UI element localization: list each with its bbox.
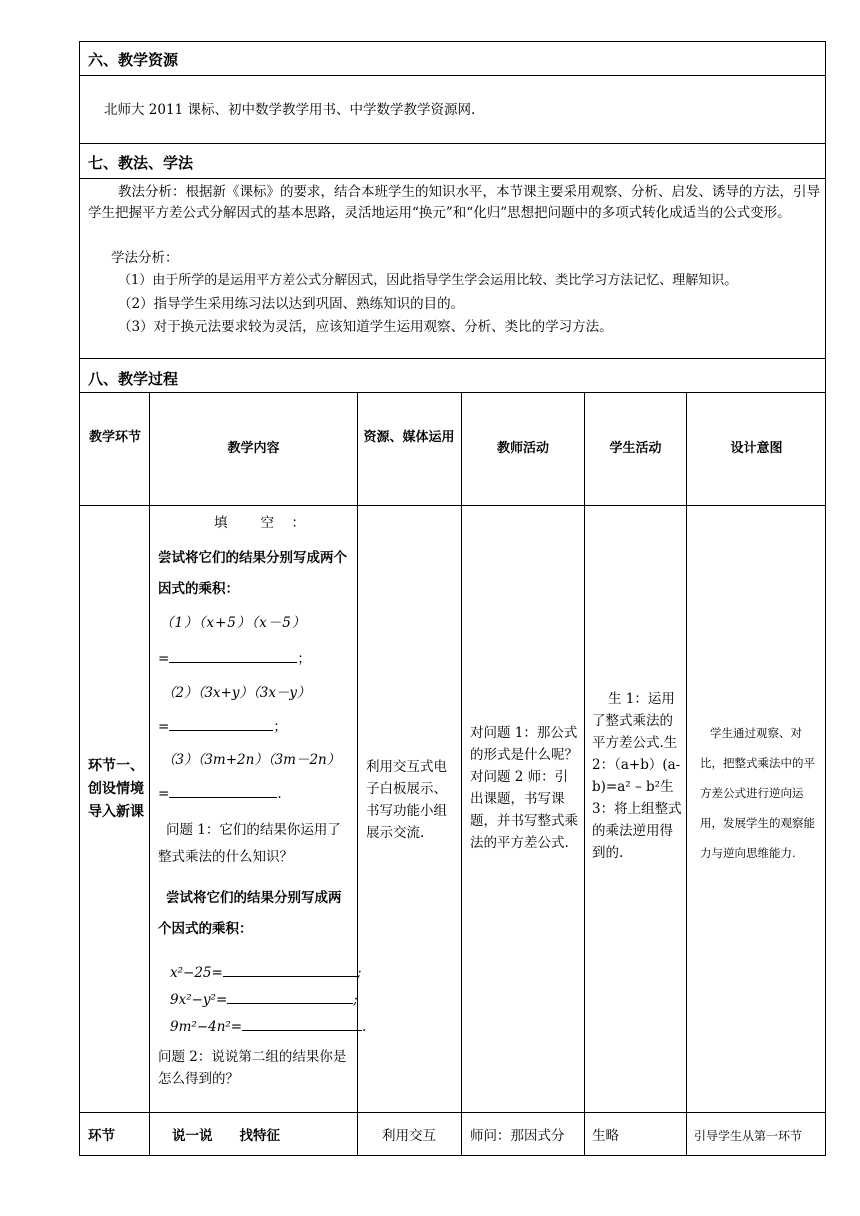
answer-line-1: = ； (158, 648, 311, 669)
instruction-text: 尝试将它们的结果分别写成两个因式的乘积： (158, 550, 347, 597)
header-intent: 设计意图 (730, 441, 783, 456)
teacher-cell: 对问题 1：那公式的形式是什么呢？对问题 2 师：引出课题，书写课题，并书写整式乘法的平方差公式. (470, 725, 578, 851)
learning-method-item: （1）由于所学的是运用平方差公式分解因式，因此指导学生学会运用比较、类比学习方法记忆、理解知识。 (118, 273, 738, 288)
column-divider (686, 392, 687, 1156)
content-cell: 说一说 找特征 (172, 1128, 280, 1144)
learning-method-item: （2）指导学生采用练习法以达到巩固、熟练知识的目的。 (118, 296, 465, 312)
divider (79, 505, 826, 506)
resources-text: 北师大 2011 课标、初中数学教学用书、中学数学教学资源网. (104, 102, 476, 118)
media-cell: 利用交互 (382, 1128, 436, 1144)
learning-method-item: （3）对于换元法要求较为灵活，应该知道学生运用观察、分析、类比的学习方法。 (118, 319, 613, 335)
stage-cell: 环节 (88, 1128, 115, 1144)
teaching-method-paragraph: 教法分析：根据新《课标》的要求，结合本班学生的知识水平，本节课主要采用观察、分析、启发、诱导的方法，引导学生把握平方差公式分解因式的基本思路，灵活地运用“换元”和“化归”思想把问题中的多项式转化成适当的公式变形。 (88, 184, 820, 221)
student-cell: 生 1：运用了整式乘法的平方差公式.生 2：（a+b）(a-b)=a² – b²生 3：将上组整式的乘法逆用得到的. (592, 691, 682, 861)
fill-blank-label: 填 空 ： (214, 515, 307, 531)
expression-1: （1）（x+5）（x－5） (160, 615, 307, 631)
divider (79, 178, 826, 179)
section-title-process: 八、教学过程 (88, 370, 179, 388)
stage-cell: 环节一、创设情境导入新课 (88, 758, 144, 820)
learning-method-label: 学法分析： (111, 250, 179, 266)
header-content: 教学内容 (227, 441, 280, 456)
teacher-cell: 师问：那因式分 (470, 1128, 565, 1144)
factor-line-2: 9x²−y²= ; (170, 989, 358, 1010)
instruction-text: 尝试将它们的结果分别写成两个因式的乘积： (158, 890, 342, 937)
header-student: 学生活动 (609, 441, 662, 456)
expression-3: （3）（3m+2n）（3m－2n） (162, 752, 341, 768)
column-divider (149, 392, 150, 1156)
divider (79, 358, 826, 359)
student-cell: 生略 (592, 1128, 619, 1144)
column-divider (461, 392, 462, 1156)
question-2: 问题 2：说说第二组的结果你是怎么得到的？ (158, 1049, 347, 1087)
divider (79, 392, 826, 393)
section-title-methods: 七、教法、学法 (88, 154, 194, 172)
header-stage: 教学环节 (88, 430, 141, 445)
section-title-resources: 六、教学资源 (88, 51, 179, 69)
intent-cell: 引导学生从第一环节 (694, 1129, 803, 1143)
answer-line-3: = . (158, 783, 282, 804)
divider (79, 75, 826, 76)
expression-2: （2）（3x+y）（3x－y） (162, 685, 311, 701)
answer-line-2: = ； (158, 716, 287, 737)
question-1: 问题 1：它们的结果你运用了整式乘法的什么知识？ (158, 822, 341, 865)
intent-cell: 学生通过观察、对比，把整式乘法中的平方差公式进行逆向运用，发展学生的观察能力与逆向思维能力. (700, 726, 815, 860)
header-media: 资源、媒体运用 (363, 430, 455, 445)
header-teacher: 教师活动 (496, 441, 549, 456)
media-cell: 利用交互式电子白板展示、书写功能小组展示交流. (366, 759, 447, 841)
column-divider (357, 392, 358, 1156)
divider (79, 1112, 826, 1113)
column-divider (584, 392, 585, 1156)
divider (79, 143, 826, 144)
factor-line-3: 9m²−4n²= . (170, 1016, 366, 1037)
factor-line-1: x²−25= ; (170, 962, 361, 983)
